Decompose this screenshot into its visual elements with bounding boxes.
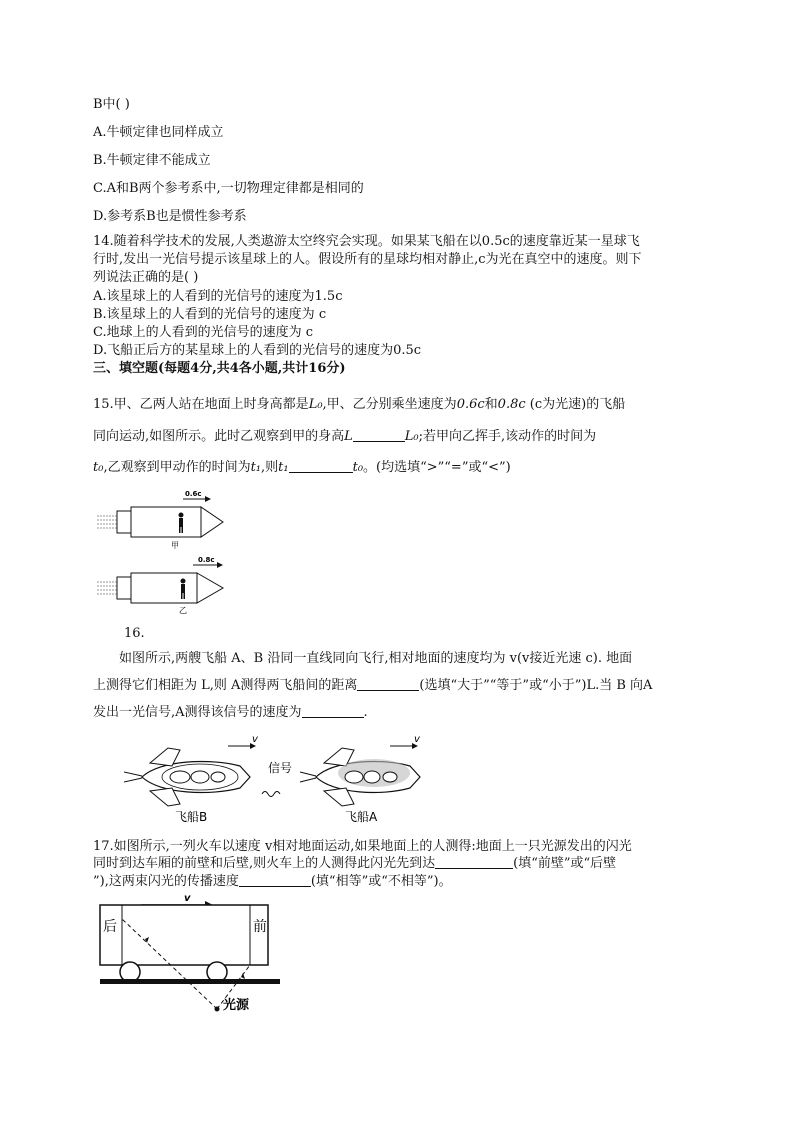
rear-wall-label: 后 [103,919,117,935]
light-source-dot [215,1007,220,1012]
q15-symbol-t1: t₁ [278,460,289,475]
q15-symbol-l0: L₀ [308,397,323,412]
q15-text: ,甲、乙分别乘坐速度为 [322,397,457,412]
q16-blank-2[interactable] [302,704,364,718]
velocity-label: v [184,893,191,904]
q15-text: 和 [484,397,498,412]
q16-line1: 如图所示,两艘飞船 A、B 沿同一直线同向飞行,相对地面的速度均为 v(v接近光速 c). 地面 [119,651,633,666]
q15-text: (c为光速)的飞船 [525,397,626,412]
q17-text: (填“相等”或“不相等”)。 [310,874,452,889]
q13-option-c: C.A和B两个参考系中,一切物理定律都是相同的 [93,181,364,196]
q13-option-a: A.牛顿定律也同样成立 [93,125,224,140]
q13-option-b: B.牛顿定律不能成立 [93,153,211,168]
q14-line2: 行时,发出一光信号提示该星球上的人。假设所有的星球均相对静止,c为光在真空中的速度。则下 [93,252,642,267]
q17-text: 同时到达车厢的前壁和后壁,则火车上的人测得此闪光先到达 [93,856,436,871]
q14-option-d: D.飞船正后方的某星球上的人看到的光信号的速度为0.5c [93,343,422,358]
q15-symbol-t0: t₀ [93,460,104,475]
q17-train-figure [95,893,295,1018]
q17-line1: 17.如图所示,一列火车以速度 v相对地面运动,如果地面上的人测得:地面上一只光源发出的闪光 [93,839,632,854]
q16-text: 上测得它们相距为 L,则 A测得两飞船间的距离 [93,678,358,693]
velocity-label: v [414,734,420,745]
q15-text: 。(均选填“>”“=”或“<”) [363,460,511,475]
ray-arrow-icon [241,973,245,979]
q15-text: ;若甲向乙挥手,该动作的时间为 [418,429,597,444]
velocity-label: v [252,734,258,745]
ship-label: 甲 [171,541,179,550]
arrowhead-icon [217,562,223,568]
q15-speed-1: 0.6c [456,397,485,412]
speed-label: 0.6c [185,490,202,498]
q16-text: 发出一光信号,A测得该信号的速度为 [93,705,302,720]
light-source-label: 光源 [223,998,250,1013]
ship-a-label: 飞船A [345,810,378,824]
train-car [100,905,268,965]
q17-text: ”),这两束闪光的传播速度 [93,874,239,889]
section-3-heading: 三、填空题(每题4分,共4各小题,共计16分) [93,361,346,376]
q14-option-c: C.地球上的人看到的光信号的速度为 c [93,325,314,340]
spaceship-a [300,734,421,824]
q17-line3 [93,873,452,891]
q17-line2 [93,855,616,873]
q16-number: 16. [124,626,145,641]
ship-label: 乙 [179,606,187,615]
q16-line2 [93,677,652,695]
signal [262,760,292,797]
q15-line2 [93,428,596,446]
q15-symbol-t1: t₁ [250,460,262,475]
q15-line1 [93,396,625,414]
q14-option-a: A.该星球上的人看到的光信号的速度为1.5c [93,289,343,304]
q17-text: (填“前壁”或“后壁 [513,856,617,871]
q15-text: ,乙观察到甲动作的时间为 [103,460,251,475]
front-wall-label: 前 [253,919,267,935]
q14-line1: 14.随着科学技术的发展,人类遨游太空终究会实现。如果某飞船在以0.5c的速度靠近某一星球飞 [93,234,640,249]
signal-label: 信号 [268,761,293,775]
spaceship-yi [97,556,223,615]
q16-line3 [93,704,368,722]
speed-label: 0.8c [198,556,215,564]
q13-stem-tail: B中( ) [93,97,130,112]
q15-symbol-t0: t₀ [352,460,364,475]
q15-spaceship-figure [95,485,235,620]
q15-text: 15.甲、乙两人站在地面上时身高都是 [93,397,309,412]
signal-wave-icon [262,792,280,797]
q15-blank-1[interactable] [353,428,405,442]
spaceship-jia [97,490,223,550]
q15-line3 [93,459,511,477]
q16-blank-1[interactable] [357,677,419,691]
q15-symbol-l: L [344,429,353,444]
q15-text: ,则 [261,460,279,475]
q16-text: . [363,705,368,720]
q16-spaceship-figure [120,730,430,826]
q15-symbol-l0: L₀ [404,429,419,444]
q14-line3: 列说法正确的是( ) [93,270,199,285]
q15-speed-2: 0.8c [497,397,526,412]
q15-text: 同向运动,如图所示。此时乙观察到甲的身高 [93,429,345,444]
q17-blank-2[interactable] [239,873,311,887]
q15-blank-2[interactable] [289,459,353,473]
q14-option-b: B.该星球上的人看到的光信号的速度为 c [93,307,327,322]
q16-text: (选填“大于”“等于”或“小于”)L.当 B 向A [419,678,653,693]
q13-option-d: D.参考系B也是惯性参考系 [93,209,247,224]
ship-b-label: 飞船B [175,810,208,824]
arrowhead-icon [205,496,211,502]
spaceship-b [124,734,259,824]
q17-blank-1[interactable] [435,855,513,869]
